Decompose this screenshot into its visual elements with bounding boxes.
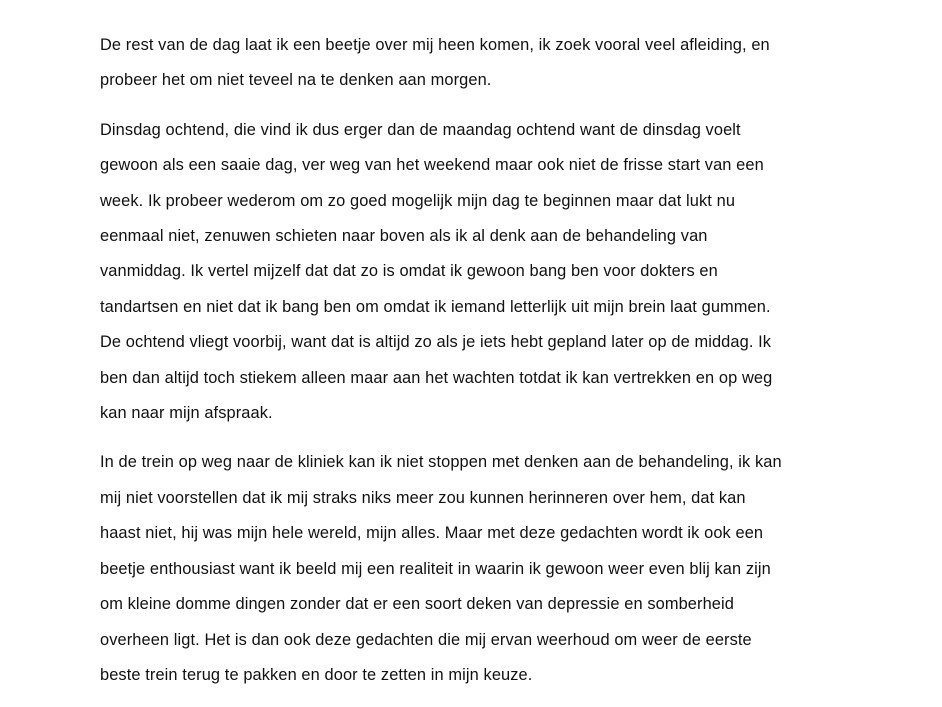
text-line: In de trein op weg naar de kliniek kan ik niet stoppen met denken aan de behandeling, ik kan <box>100 453 782 472</box>
text-line: beetje enthousiast want ik beeld mij een realiteit in waarin ik gewoon weer even blij kan zijn <box>100 559 771 578</box>
paragraph-3 <box>100 445 835 693</box>
text-line: week. Ik probeer wederom om zo goed mogelijk mijn dag te beginnen maar dat lukt nu <box>100 191 736 210</box>
text-line: ben dan altijd toch stiekem alleen maar aan het wachten totdat ik kan vertrekken en op weg <box>100 368 773 387</box>
text-line: beste trein terug te pakken en door te zetten in mijn keuze. <box>100 665 533 684</box>
text-line: probeer het om niet teveel na te denken aan morgen. <box>100 71 492 90</box>
text-line: Dinsdag ochtend, die vind ik dus erger dan de maandag ochtend want de dinsdag voelt <box>100 120 741 139</box>
text-line: kan naar mijn afspraak. <box>100 404 273 423</box>
text-line: eenmaal niet, zenuwen schieten naar boven als ik al denk aan de behandeling van <box>100 227 708 246</box>
document-body <box>100 28 835 707</box>
paragraph-2 <box>100 113 835 432</box>
text-line: haast niet, hij was mijn hele wereld, mijn alles. Maar met deze gedachten wordt ik ook een <box>100 524 764 543</box>
text-line: vanmiddag. Ik vertel mijzelf dat dat zo is omdat ik gewoon bang ben voor dokters en <box>100 262 718 281</box>
text-line: om kleine domme dingen zonder dat er een soort deken van depressie en somberheid <box>100 595 734 614</box>
text-line: gewoon als een saaie dag, ver weg van het weekend maar ook niet de frisse start van een <box>100 156 764 175</box>
paragraph-1 <box>100 28 835 99</box>
text-line: De rest van de dag laat ik een beetje over mij heen komen, ik zoek vooral veel afleiding, en <box>100 36 770 54</box>
text-line: tandartsen en niet dat ik bang ben om omdat ik iemand letterlijk uit mijn brein laat gummen. <box>100 297 771 316</box>
text-line: overheen ligt. Het is dan ook deze gedachten die mij ervan weerhoud om weer de eerste <box>100 630 752 649</box>
text-line: mij niet voorstellen dat ik mij straks niks meer zou kunnen herinneren over hem, dat kan <box>100 488 746 507</box>
text-line: De ochtend vliegt voorbij, want dat is altijd zo als je iets hebt gepland later op de middag. Ik <box>100 333 772 352</box>
